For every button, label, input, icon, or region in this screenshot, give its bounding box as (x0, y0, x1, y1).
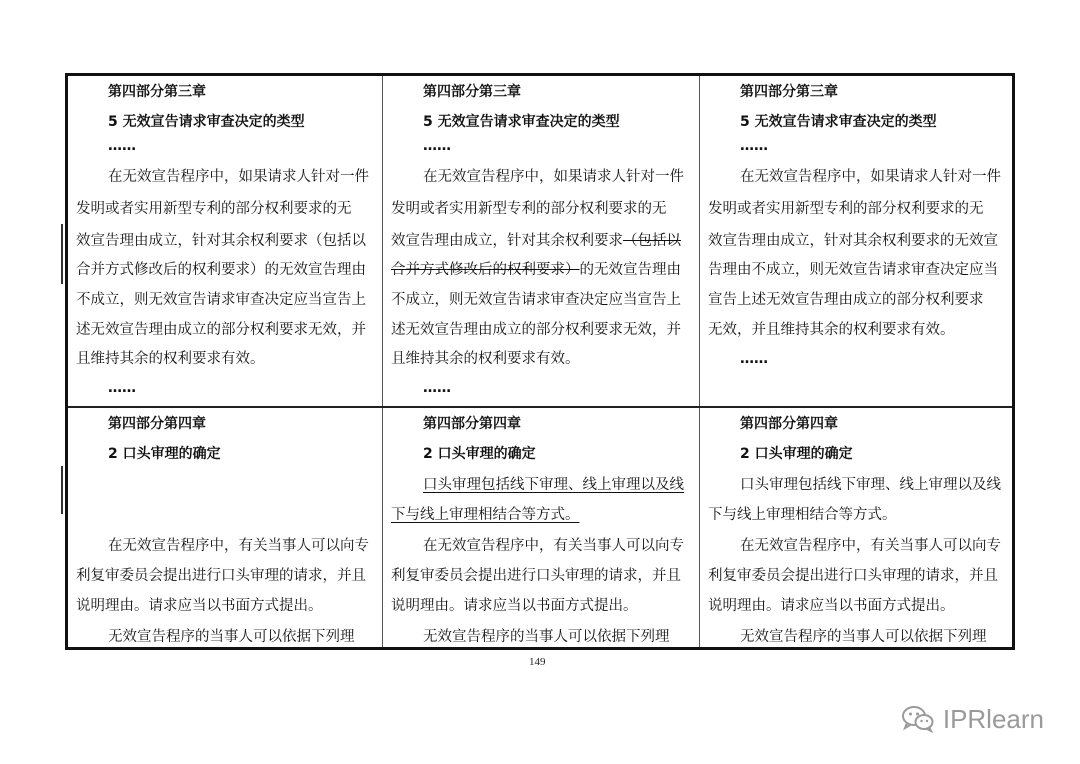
wechat-icon (901, 705, 935, 733)
watermark-text: IPRlearn (942, 703, 1044, 734)
body-line: 发明或者实用新型专利的部分权利要求的无 (76, 201, 352, 217)
chapter-heading: 第四部分第三章 (740, 84, 838, 100)
body-line: 不成立，则无效宣告请求审查决定应当宣告上 (76, 292, 366, 308)
section-heading: 5 无效宣告请求审查决定的类型 (740, 114, 937, 130)
body-text: 的无效宣告理由 (579, 262, 681, 278)
inserted-text: 口头审理包括线下审理、线上审理以及线 (423, 477, 684, 493)
body-line: 发明或者实用新型专利的部分权利要求的无 (391, 201, 667, 217)
comparison-table (65, 73, 1015, 650)
cell-r2c3 (700, 408, 1015, 650)
section-heading: 2 口头审理的确定 (740, 446, 853, 462)
body-line: 效宣告理由成立，针对其余权利要求（包括以 (76, 233, 366, 249)
section-heading: 2 口头审理的确定 (423, 446, 536, 462)
cell-r2c1 (68, 408, 382, 650)
page-number: 149 (529, 656, 546, 668)
body-line: 宣告上述无效宣告理由成立的部分权利要求 (708, 292, 984, 308)
body-line: 无效宣告程序的当事人可以依据下列理 (740, 629, 987, 645)
body-line: 无效宣告程序的当事人可以依据下列理 (108, 629, 355, 645)
ellipsis: …… (740, 351, 768, 367)
body-line: 利复审委员会提出进行口头审理的请求，并且 (391, 568, 681, 584)
body-line: 且维持其余的权利要求有效。 (391, 351, 580, 367)
body-line: 在无效宣告程序中，如果请求人针对一件 (740, 169, 1001, 185)
section-heading: 5 无效宣告请求审查决定的类型 (423, 114, 620, 130)
body-line: 利复审委员会提出进行口头审理的请求，并且 (76, 568, 366, 584)
cell-r1c3 (700, 76, 1015, 406)
revision-margin-bar (61, 224, 63, 284)
section-heading: 2 口头审理的确定 (108, 446, 221, 462)
chapter-heading: 第四部分第三章 (108, 84, 206, 100)
cell-r2c2 (383, 408, 699, 650)
ellipsis: …… (423, 380, 451, 396)
body-line: 且维持其余的权利要求有效。 (76, 351, 265, 367)
ellipsis: …… (108, 380, 136, 396)
chapter-heading: 第四部分第三章 (423, 84, 521, 100)
deleted-text: 合并方式修改后的权利要求） (391, 262, 580, 278)
inserted-text: 下与线上审理相结合等方式。 (391, 507, 580, 523)
body-line: 说明理由。请求应当以书面方式提出。 (76, 598, 323, 614)
body-line: 述无效宣告理由成立的部分权利要求无效，并 (76, 322, 366, 338)
body-line: 述无效宣告理由成立的部分权利要求无效，并 (391, 322, 681, 338)
chapter-heading: 第四部分第四章 (740, 416, 838, 432)
section-heading: 5 无效宣告请求审查决定的类型 (108, 114, 305, 130)
body-line: 说明理由。请求应当以书面方式提出。 (391, 598, 638, 614)
body-line: 在无效宣告程序中，如果请求人针对一件 (108, 169, 369, 185)
body-line: 效宣告理由成立，针对其余权利要求的无效宣 (708, 233, 998, 249)
body-line: 无效，并且维持其余的权利要求有效。 (708, 322, 955, 338)
revision-margin-bar (61, 466, 63, 514)
body-line: 在无效宣告程序中，如果请求人针对一件 (423, 169, 684, 185)
cell-r1c2 (383, 76, 699, 406)
body-line (391, 231, 681, 251)
body-line (391, 260, 681, 280)
cell-r1c1 (68, 76, 382, 406)
chapter-heading: 第四部分第四章 (108, 416, 206, 432)
body-line: 在无效宣告程序中，有关当事人可以向专 (423, 538, 684, 554)
body-line: 无效宣告程序的当事人可以依据下列理 (423, 629, 670, 645)
chapter-heading: 第四部分第四章 (423, 416, 521, 432)
body-line: 下与线上审理相结合等方式。 (708, 507, 897, 523)
body-text: 效宣告理由成立，针对其余权利要求 (391, 233, 623, 249)
body-line: 在无效宣告程序中，有关当事人可以向专 (108, 538, 369, 554)
body-line: 告理由不成立，则无效宣告请求审查决定应当 (708, 262, 998, 278)
ellipsis: …… (108, 138, 136, 154)
body-line: 说明理由。请求应当以书面方式提出。 (708, 598, 955, 614)
body-line: 合并方式修改后的权利要求）的无效宣告理由 (76, 262, 366, 278)
watermark (901, 703, 1044, 735)
body-line: 不成立，则无效宣告请求审查决定应当宣告上 (391, 292, 681, 308)
ellipsis: …… (740, 138, 768, 154)
body-line: 利复审委员会提出进行口头审理的请求，并且 (708, 568, 998, 584)
body-line: 在无效宣告程序中，有关当事人可以向专 (740, 538, 1001, 554)
deleted-text: （包括以 (623, 233, 681, 249)
body-line: 口头审理包括线下审理、线上审理以及线 (740, 477, 1001, 493)
ellipsis: …… (423, 138, 451, 154)
body-line: 发明或者实用新型专利的部分权利要求的无 (708, 201, 984, 217)
